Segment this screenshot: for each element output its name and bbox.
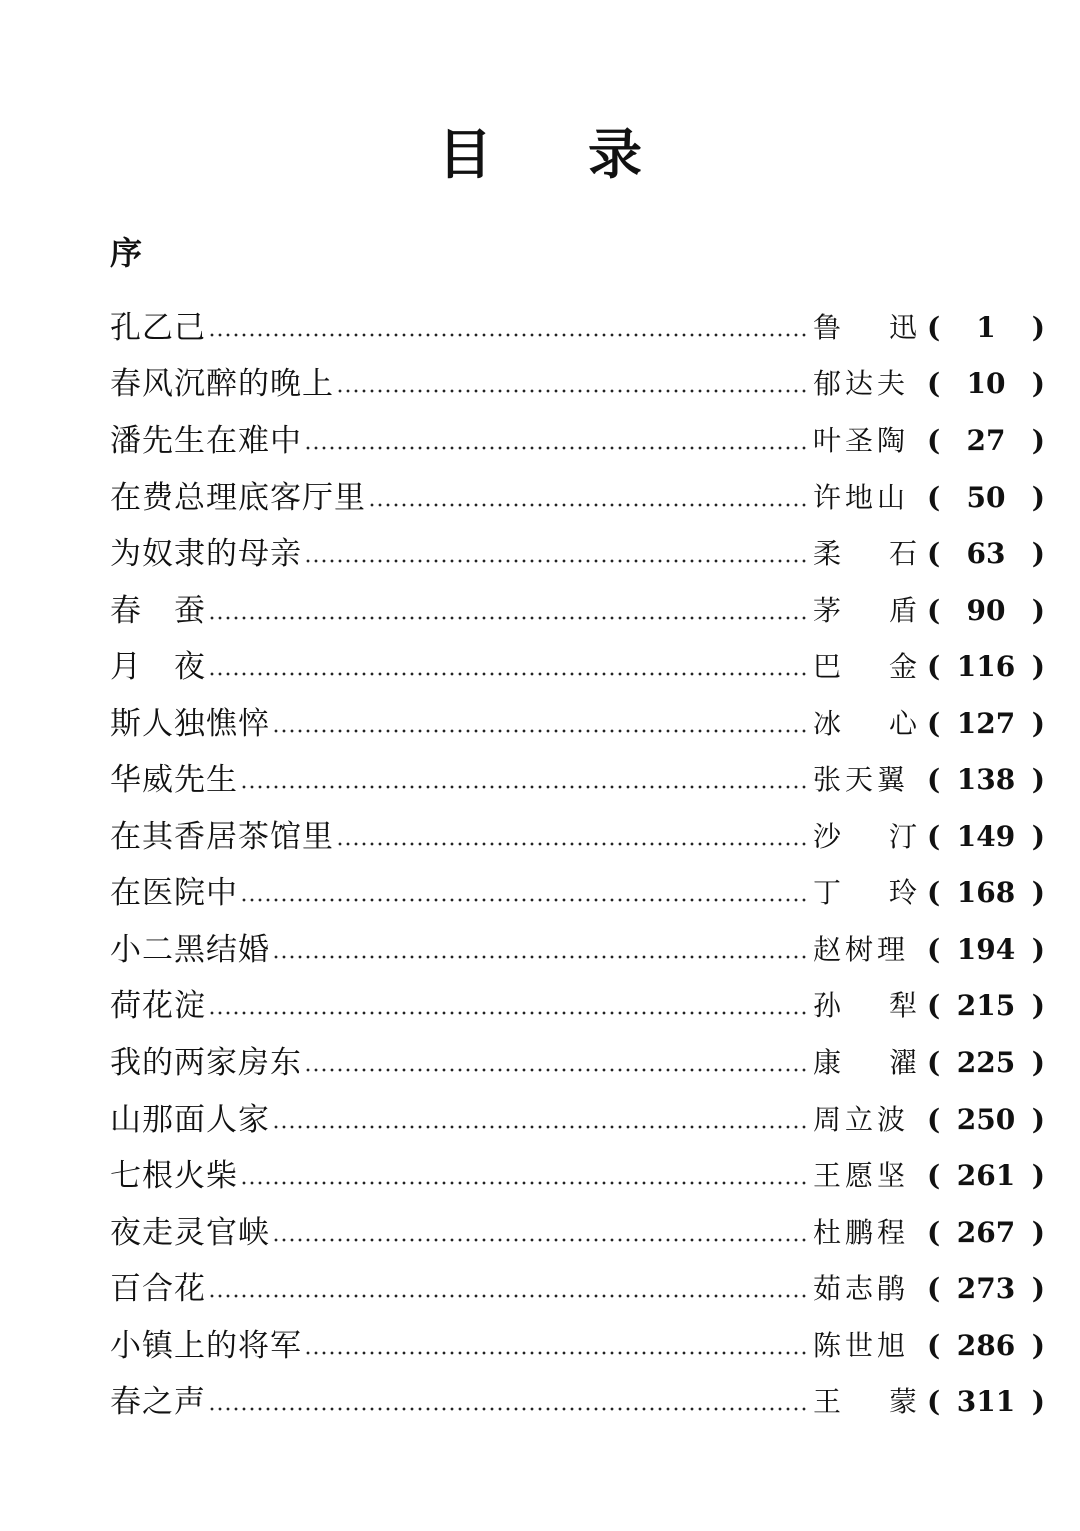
paren-open: (	[927, 367, 941, 400]
toc-entry	[110, 922, 1045, 978]
author-name-part: 康	[813, 1046, 842, 1079]
toc-entry	[110, 1092, 1045, 1148]
toc-page-ref	[927, 639, 1045, 695]
toc-page-ref	[927, 1261, 1045, 1317]
author-name: 周立波	[813, 1103, 910, 1136]
author-name-part: 蒙	[888, 1385, 917, 1418]
paren-open: (	[927, 989, 941, 1022]
page-number: 127	[956, 707, 1016, 740]
paren-open: (	[927, 1103, 941, 1136]
toc-page-ref	[927, 1035, 1045, 1091]
dot-leader	[208, 1407, 809, 1411]
paren-close: )	[1031, 311, 1045, 344]
page-number: 10	[966, 367, 1006, 400]
paren-open: (	[927, 1216, 941, 1249]
paren-close: )	[1031, 1272, 1045, 1305]
toc-work-title: 夜走灵官峡	[110, 1215, 270, 1251]
dot-leader	[304, 1351, 809, 1355]
page-number: 267	[956, 1216, 1016, 1249]
dot-leader	[208, 616, 809, 620]
dot-leader	[304, 446, 809, 450]
toc-author	[813, 1374, 917, 1430]
paren-open: (	[927, 650, 941, 683]
toc-author	[813, 639, 917, 695]
dot-leader	[240, 785, 809, 789]
paren-close: )	[1031, 594, 1045, 627]
toc-entry	[110, 865, 1045, 921]
dot-leader	[240, 898, 809, 902]
paren-open: (	[927, 537, 941, 570]
toc-work-title: 斯人独憔悴	[110, 706, 270, 742]
toc-author	[813, 1205, 917, 1261]
toc-entry	[110, 356, 1045, 412]
toc-entry	[110, 300, 1045, 356]
dot-leader	[336, 389, 809, 393]
toc-page-ref	[927, 1205, 1045, 1261]
paren-close: )	[1031, 1216, 1045, 1249]
toc-work-title: 为奴隶的母亲	[110, 536, 302, 572]
author-name-part: 迅	[888, 311, 917, 344]
dot-leader	[272, 955, 809, 959]
paren-close: )	[1031, 876, 1045, 909]
page-number: 1	[976, 311, 996, 344]
author-name-part: 孙	[813, 989, 842, 1022]
toc-entry	[110, 1035, 1045, 1091]
page-number: 50	[966, 481, 1006, 514]
toc-page-ref	[927, 865, 1045, 921]
toc-work-title: 小二黑结婚	[110, 932, 270, 968]
dot-leader	[368, 503, 809, 507]
page-number: 225	[956, 1046, 1016, 1079]
paren-close: )	[1031, 424, 1045, 457]
toc-entry	[110, 1205, 1045, 1261]
page-number: 168	[956, 876, 1016, 909]
author-name-part: 金	[888, 650, 917, 683]
page-title	[0, 112, 1080, 189]
paren-close: )	[1031, 933, 1045, 966]
author-name: 叶圣陶	[813, 424, 910, 457]
author-name-part: 鲁	[813, 311, 842, 344]
toc-page-ref	[927, 1092, 1045, 1148]
dot-leader	[272, 1125, 809, 1129]
author-name: 许地山	[813, 481, 910, 514]
toc-author	[813, 1035, 917, 1091]
toc-page-ref	[927, 696, 1045, 752]
author-name-part: 盾	[888, 594, 917, 627]
dot-leader	[304, 1068, 809, 1072]
toc-entry	[110, 1148, 1045, 1204]
toc-entry	[110, 752, 1045, 808]
toc-author	[813, 809, 917, 865]
paren-close: )	[1031, 1103, 1045, 1136]
author-name: 郁达夫	[813, 367, 910, 400]
page-number: 250	[956, 1103, 1016, 1136]
paren-open: (	[927, 311, 941, 344]
toc-page-ref	[927, 470, 1045, 526]
toc-work-title: 在其香居茶馆里	[110, 819, 334, 855]
paren-close: )	[1031, 763, 1045, 796]
toc-work-title: 荷花淀	[110, 988, 206, 1024]
toc-page-ref	[927, 526, 1045, 582]
author-name-part: 汀	[888, 820, 917, 853]
page-number: 116	[956, 650, 1016, 683]
dot-leader	[208, 672, 809, 676]
dot-leader	[208, 333, 809, 337]
author-name-part: 犁	[888, 989, 917, 1022]
paren-open: (	[927, 481, 941, 514]
paren-open: (	[927, 707, 941, 740]
paren-close: )	[1031, 989, 1045, 1022]
paren-open: (	[927, 820, 941, 853]
page-number: 286	[956, 1329, 1016, 1362]
paren-open: (	[927, 1329, 941, 1362]
toc-author	[813, 300, 917, 356]
toc-author	[813, 978, 917, 1034]
toc-page-ref	[927, 752, 1045, 808]
toc-page-ref	[927, 356, 1045, 412]
toc-entry	[110, 1261, 1045, 1317]
toc-page-ref	[927, 978, 1045, 1034]
author-name-part: 王	[813, 1385, 842, 1418]
toc-author	[813, 865, 917, 921]
toc-author	[813, 1318, 917, 1374]
toc-entry	[110, 526, 1045, 582]
toc-entry	[110, 583, 1045, 639]
page-number: 261	[956, 1159, 1016, 1192]
toc-author	[813, 1092, 917, 1148]
author-name-part: 柔	[813, 537, 842, 570]
toc-page-ref	[927, 1318, 1045, 1374]
paren-close: )	[1031, 1046, 1045, 1079]
paren-close: )	[1031, 1329, 1045, 1362]
page-number: 63	[966, 537, 1006, 570]
page-number: 149	[956, 820, 1016, 853]
paren-close: )	[1031, 481, 1045, 514]
author-name-part: 茅	[813, 594, 842, 627]
toc-work-title: 我的两家房东	[110, 1045, 302, 1081]
toc-work-title: 春之声	[110, 1384, 206, 1420]
toc-work-title: 百合花	[110, 1271, 206, 1307]
author-name: 张天翼	[813, 763, 910, 796]
author-name-part: 玲	[888, 876, 917, 909]
toc-entry	[110, 978, 1045, 1034]
paren-open: (	[927, 424, 941, 457]
paren-open: (	[927, 1159, 941, 1192]
toc-work-title: 春 蚕	[110, 593, 206, 629]
toc-author	[813, 526, 917, 582]
paren-open: (	[927, 876, 941, 909]
dot-leader	[208, 1011, 809, 1015]
toc-author	[813, 1261, 917, 1317]
toc-entry	[110, 639, 1045, 695]
paren-close: )	[1031, 650, 1045, 683]
page-number: 215	[956, 989, 1016, 1022]
paren-open: (	[927, 1272, 941, 1305]
toc-author	[813, 696, 917, 752]
toc-work-title: 在费总理底客厅里	[110, 480, 366, 516]
toc-author	[813, 583, 917, 639]
toc-work-title: 潘先生在难中	[110, 423, 302, 459]
toc-page-ref	[927, 583, 1045, 639]
dot-leader	[272, 1238, 809, 1242]
toc-work-title: 春风沉醉的晚上	[110, 366, 334, 402]
author-name: 王愿坚	[813, 1159, 910, 1192]
author-name-part: 石	[888, 537, 917, 570]
author-name-part: 丁	[813, 876, 842, 909]
author-name: 赵树理	[813, 933, 910, 966]
toc-work-title: 山那面人家	[110, 1102, 270, 1138]
paren-close: )	[1031, 707, 1045, 740]
author-name: 杜鹏程	[813, 1216, 910, 1249]
toc-author	[813, 922, 917, 978]
author-name: 陈世旭	[813, 1329, 910, 1362]
toc-page-ref	[927, 300, 1045, 356]
toc-author	[813, 356, 917, 412]
paren-open: (	[927, 594, 941, 627]
page-number: 90	[966, 594, 1006, 627]
dot-leader	[240, 1181, 809, 1185]
author-name-part: 濯	[888, 1046, 917, 1079]
toc-work-title: 月 夜	[110, 649, 206, 685]
paren-open: (	[927, 933, 941, 966]
paren-close: )	[1031, 537, 1045, 570]
toc-author	[813, 413, 917, 469]
page-number: 194	[956, 933, 1016, 966]
author-name-part: 沙	[813, 820, 842, 853]
toc-entry	[110, 413, 1045, 469]
toc-page-ref	[927, 1148, 1045, 1204]
toc-entry	[110, 470, 1045, 526]
title-char-2: 录	[588, 123, 642, 186]
dot-leader	[336, 842, 809, 846]
paren-open: (	[927, 763, 941, 796]
author-name: 茹志鹃	[813, 1272, 910, 1305]
toc-author	[813, 752, 917, 808]
author-name-part: 巴	[813, 650, 842, 683]
paren-close: )	[1031, 1385, 1045, 1418]
paren-open: (	[927, 1385, 941, 1418]
preface-heading: 序	[110, 234, 143, 272]
toc-work-title: 孔乙己	[110, 310, 206, 346]
toc-page-ref	[927, 1374, 1045, 1430]
page-number: 311	[956, 1385, 1016, 1418]
paren-close: )	[1031, 1159, 1045, 1192]
dot-leader	[208, 1294, 809, 1298]
toc-work-title: 在医院中	[110, 875, 238, 911]
author-name-part: 冰	[813, 707, 842, 740]
toc-work-title: 华威先生	[110, 762, 238, 798]
toc-entry	[110, 1374, 1045, 1430]
dot-leader	[304, 559, 809, 563]
paren-close: )	[1031, 820, 1045, 853]
toc-entry	[110, 696, 1045, 752]
paren-open: (	[927, 1046, 941, 1079]
toc-entry	[110, 809, 1045, 865]
toc-author	[813, 470, 917, 526]
page-number: 27	[966, 424, 1006, 457]
author-name-part: 心	[888, 707, 917, 740]
title-char-1: 目	[438, 123, 492, 186]
toc-page-ref	[927, 413, 1045, 469]
page-number: 138	[956, 763, 1016, 796]
toc-work-title: 小镇上的将军	[110, 1328, 302, 1364]
toc-page-ref	[927, 922, 1045, 978]
toc-work-title: 七根火柴	[110, 1158, 238, 1194]
toc-author	[813, 1148, 917, 1204]
dot-leader	[272, 729, 809, 733]
toc-entry	[110, 1318, 1045, 1374]
paren-close: )	[1031, 367, 1045, 400]
toc-page-ref	[927, 809, 1045, 865]
page-number: 273	[956, 1272, 1016, 1305]
